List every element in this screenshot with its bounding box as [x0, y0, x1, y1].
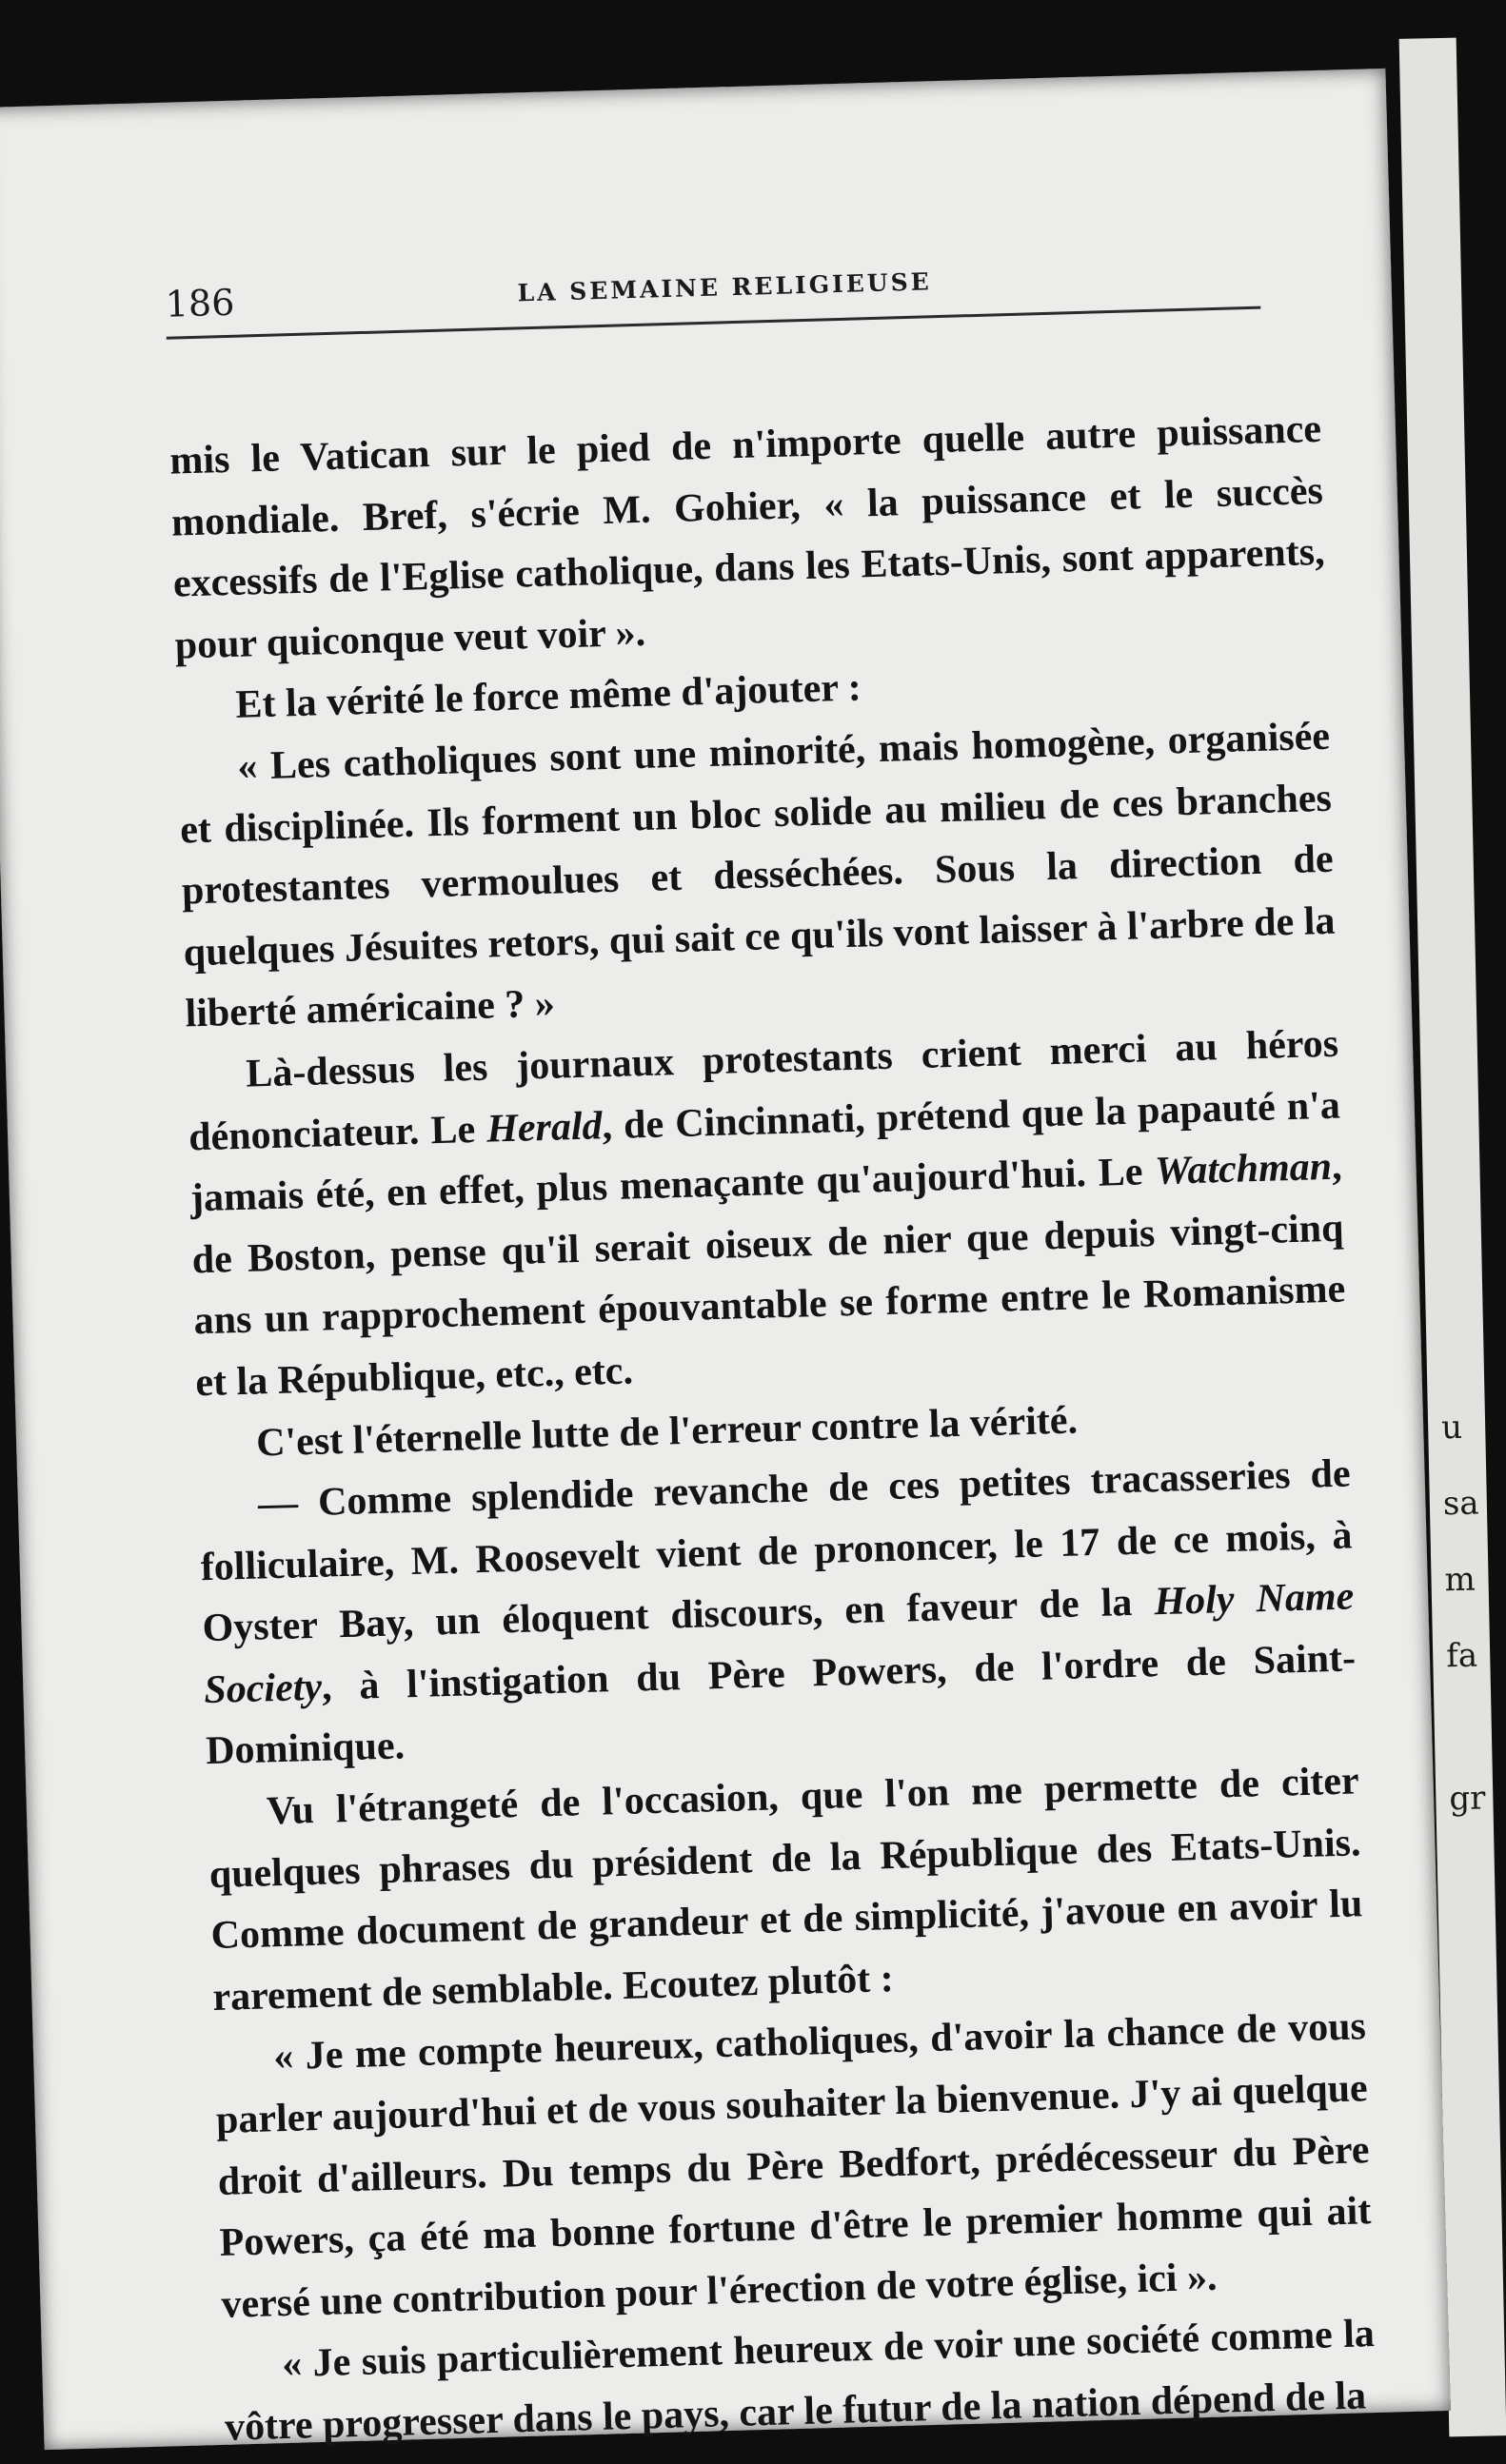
- paragraph-roosevelt: [198, 1444, 1358, 1784]
- article-body: [168, 399, 1377, 2459]
- paragraph-continuation: mis le Vatican sur le pied de n'importe quelle autre puissance mondiale. Bref, s'écrie M. Gohier, « la puissance et le succès excessifs de l'Eglise catholique, dans les Etats-Unis, sont apparents, pour quiconque veut voir ».: [168, 406, 1326, 668]
- page-number: 186: [165, 281, 235, 325]
- quote-paragraph: « Je me compte heureux, catholiques, d'avoir la chance de vous parler aujourd'hui et de vous souhaiter la bienvenue. J'y ai quelque droit d'ailleurs. Du temps du Père Bedfort, prédécesseur du Père Powers, ça été ma bonne fortune d'être le premier homme qui ait versé une contribution pour l'érection de votre église, ici ».: [215, 2004, 1372, 2327]
- page-header: [165, 244, 1260, 331]
- running-title: LA SEMAINE RELIGIEUSE: [517, 267, 933, 307]
- header-rule: [167, 306, 1261, 340]
- society-name: Holy Name Society: [203, 1574, 1355, 1713]
- paragraph-newspapers: [187, 1014, 1348, 1414]
- text-run: Là-dessus les journaux protestants crient merci au héros dénonciateur. Le: [188, 1021, 1339, 1159]
- quote-paragraph: « Les catholiques sont une minorité, mais homogène, organisée et disciplinée. Ils forment un bloc solide au milieu de ces branches protestantes vermoulues et desséchées. Sous la direction de quelques Jésuites retors, qui sait ce qu'ils vont laisser à l'arbre de la liberté américaine ? »: [179, 714, 1336, 1036]
- text-run: , de Boston, pense qu'il serait oiseux de nier que depuis vingt-cinq ans un rapprochement épouvantable se forme entre le Romanisme et la République, etc., etc.: [191, 1144, 1346, 1406]
- paragraph: Vu l'étrangeté de l'occasion, que l'on me permette de citer quelques phrases du président de la République des Etats-Unis. Comme document de grandeur et de simplicité, j'avoue en avoir lu rarement de semblable. Ecoutez plutôt :: [208, 1759, 1363, 2020]
- scanned-page: [0, 69, 1451, 2450]
- text-run: , à l'instigation du Père Powers, de l'ordre de Saint-Dominique.: [205, 1636, 1357, 1774]
- adjacent-page-fragment: m: [1444, 1560, 1476, 1600]
- paragraph: Et la vérité le force même d'ajouter :: [234, 665, 862, 728]
- text-run: , de Cincinnati, prétend que la papauté n'a jamais été, en effet, plus menaçante qu'aujourd'hui. Le: [189, 1083, 1341, 1221]
- text-run: — Comme splendide revanche de ces petites tracasseries de folliculaire, M. Roosevelt vient de prononcer, le 17 de ce mois, à Oyster Bay, un éloquent discours, en faveur de la: [200, 1451, 1354, 1651]
- adjacent-page-fragment: sa: [1442, 1484, 1479, 1524]
- adjacent-page-fragment: u: [1440, 1408, 1463, 1448]
- adjacent-page-fragment: gr: [1448, 1779, 1486, 1819]
- newspaper-title-herald: Herald: [485, 1103, 604, 1152]
- adjacent-page-fragment: fa: [1445, 1636, 1478, 1676]
- paragraph: C'est l'éternelle lutte de l'erreur contre la vérité.: [255, 1397, 1079, 1466]
- quote-paragraph: « Je suis particulièrement heureux de voir une société comme la vôtre progresser dans le pays, car le futur de la nation dépend de la: [224, 2312, 1376, 2450]
- newspaper-title-watchman: Watchman: [1154, 1145, 1333, 1194]
